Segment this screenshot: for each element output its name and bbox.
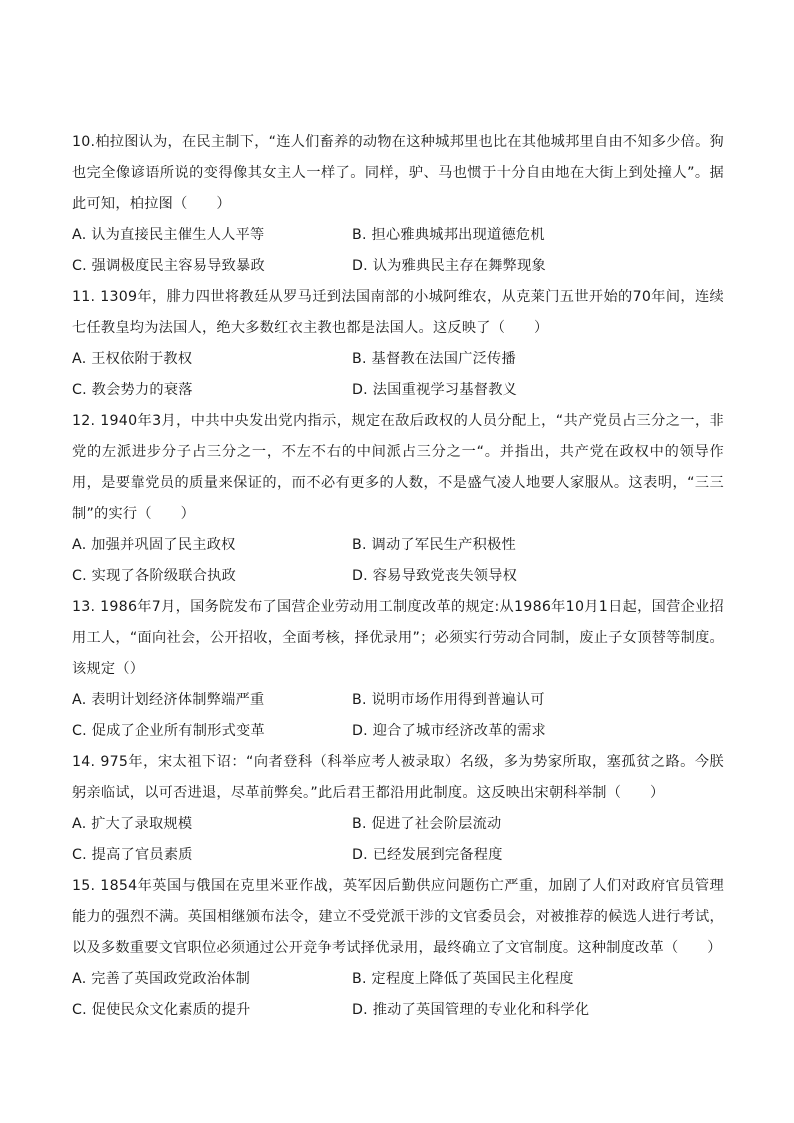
option-d: D. 推动了英国管理的专业化和科学化 xyxy=(352,1002,590,1018)
question-stem: 11. 1309年，腓力四世将教廷从罗马迁到法国南部的小城阿维农，从克莱门五世开始的70年间，连续七任教皇均为法国人，绝大多数红衣主教也都是法国人。这反映了（ ） xyxy=(72,289,724,336)
option-c: C. 实现了各阶级联合执政 xyxy=(72,568,237,584)
option-c: C. 强调极度民主容易导致暴政 xyxy=(72,258,265,274)
option-c: C. 教会势力的衰落 xyxy=(72,382,193,398)
option-d: D. 容易导致党丧失领导权 xyxy=(352,568,518,584)
question-15 xyxy=(72,871,724,1026)
question-11 xyxy=(72,282,724,406)
question-12 xyxy=(72,406,724,592)
option-list xyxy=(72,220,724,282)
option-c: C. 提高了官员素质 xyxy=(72,847,193,863)
option-d: D. 法国重视学习基督教义 xyxy=(352,382,518,398)
question-stem: 13. 1986年7月，国务院发布了国营企业劳动用工制度改革的规定:从1986年10月1日起，国营企业招用工人，“面向社会，公开招收，全面考核，择优录用”；必须实行劳动合同制，废止子女顶替等制度。该规定（） xyxy=(72,599,724,677)
option-a: A. 完善了英国政党政治体制 xyxy=(72,971,251,987)
option-b: B. 调动了军民生产积极性 xyxy=(352,537,516,553)
option-list xyxy=(72,344,724,406)
question-14 xyxy=(72,747,724,871)
question-stem: 15. 1854年英国与俄国在克里米亚作战，英军因后勤供应问题伤亡严重，加剧了人们对政府官员管理能力的强烈不满。英国相继颁布法令，建立不受党派干涉的文官委员会，对被推荐的候选人进行考试，以及多数重要文官职位必须通过公开竞争考试择优录用，最终确立了文官制度。这种制度改革（ ） xyxy=(72,878,724,956)
option-a: A. 王权依附于教权 xyxy=(72,351,193,367)
option-b: B. 定程度上降低了英国民主化程度 xyxy=(352,971,574,987)
option-c: C. 促使民众文化素质的提升 xyxy=(72,1002,251,1018)
option-a: A. 加强并巩固了民主政权 xyxy=(72,537,236,553)
exam-page xyxy=(72,127,724,1026)
option-list xyxy=(72,964,724,1026)
option-list xyxy=(72,530,724,592)
option-a: A. 扩大了录取规模 xyxy=(72,816,193,832)
question-10 xyxy=(72,127,724,282)
option-list xyxy=(72,809,724,871)
question-stem: 12. 1940年3月，中共中央发出党内指示，规定在敌后政权的人员分配上，“共产党员占三分之一，非党的左派进步分子占三分之一，不左不右的中间派占三分之一“。并指出，共产党在政权中的领导作用，是要靠党员的质量来保证的，而不必有更多的人数，不是盛气凌人地要人家服从。这表明，“三三制”的实行（ ） xyxy=(72,413,724,522)
option-a: A. 表明计划经济体制弊端严重 xyxy=(72,692,265,708)
option-b: B. 基督教在法国广泛传播 xyxy=(352,351,516,367)
question-13 xyxy=(72,592,724,747)
option-b: B. 担心雅典城邦出现道德危机 xyxy=(352,227,545,243)
question-stem: 14. 975年，宋太祖下诏：“向者登科（科举应考人被录取）名级，多为势家所取，塞孤贫之路。今朕躬亲临试，以可否进退，尽革前弊矣。”此后君王都沿用此制度。这反映出宋朝科举制（ ） xyxy=(72,754,724,801)
option-d: D. 已经发展到完备程度 xyxy=(352,847,503,863)
option-d: D. 迎合了城市经济改革的需求 xyxy=(352,723,546,739)
option-d: D. 认为雅典民主存在舞弊现象 xyxy=(352,258,546,274)
option-a: A. 认为直接民主催生人人平等 xyxy=(72,227,265,243)
question-stem: 10.柏拉图认为，在民主制下，“连人们畜养的动物在这种城邦里也比在其他城邦里自由不知多少倍。狗也完全像谚语所说的变得像其女主人一样了。同样，驴、马也惯于十分自由地在大街上到处撞人”。据此可知，柏拉图（ ） xyxy=(72,134,724,212)
option-b: B. 说明市场作用得到普遍认可 xyxy=(352,692,545,708)
option-c: C. 促成了企业所有制形式变革 xyxy=(72,723,265,739)
option-list xyxy=(72,685,724,747)
option-b: B. 促进了社会阶层流动 xyxy=(352,816,502,832)
